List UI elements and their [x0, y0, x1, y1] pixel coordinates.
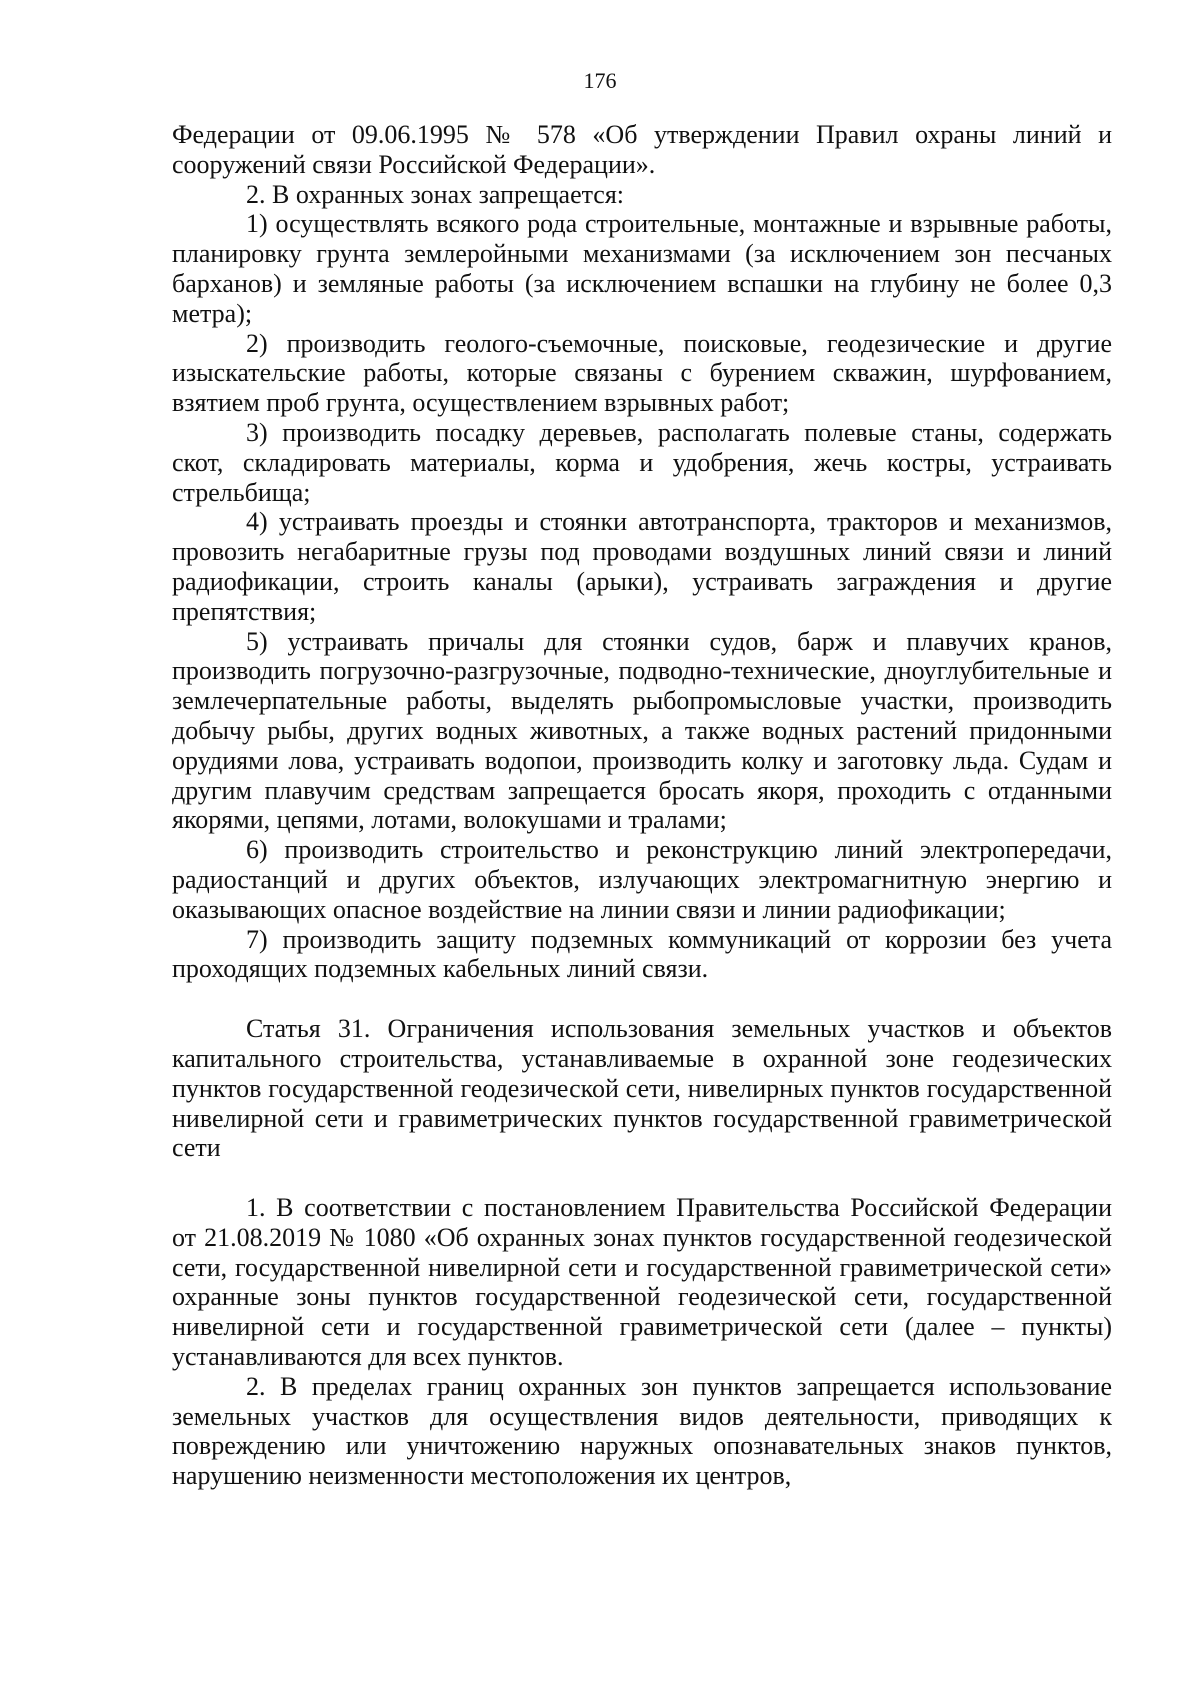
list-item-5: 5) устраивать причалы для стоянки судов, барж и плавучих кранов, производить погрузочно-разгрузочные, подводно-технические, дноуглубительные и землечерпательные работы, выделять рыбопромысловые участки, производить добычу рыбы, других водных животных, а также водных растений придонными орудиями лова, устраивать водопои, производить колку и заготовку льда. Судам и другим плавучим средствам запрещается бросать якоря, проходить с отданными якорями, цепями, лотами, волокушами и тралами;	[172, 626, 1112, 835]
list-item-4: 4) устраивать проезды и стоянки автотранспорта, тракторов и механизмов, провозить негабаритные грузы под проводами воздушных линий связи и линий радиофикации, строить каналы (арыки), устраивать заграждения и другие препятствия;	[172, 507, 1112, 626]
list-item-7: 7) производить защиту подземных коммуникаций от коррозии без учета проходящих подземных кабельных линий связи.	[172, 924, 1112, 984]
article-31-heading: Статья 31. Ограничения использования земельных участков и объектов капитального строительства, устанавливаемые в охранной зоне геодезических пунктов государственной геодезической сети, нивелирных пунктов государственной нивелирной сети и гравиметрических пунктов государственной гравиметрической сети	[172, 1014, 1112, 1163]
list-item-6: 6) производить строительство и реконструкцию линий электропередачи, радиостанций и других объектов, излучающих электромагнитную энергию и оказывающих опасное воздействие на линии связи и линии радиофикации;	[172, 835, 1112, 924]
document-body	[172, 120, 1112, 1491]
article-31-paragraph-2: 2. В пределах границ охранных зон пунктов запрещается использование земельных участков для осуществления видов деятельности, приводящих к повреждению или уничтожению наружных опознавательных знаков пунктов, нарушению неизменности местоположения их центров,	[172, 1371, 1112, 1491]
list-item-1: 1) осуществлять всякого рода строительные, монтажные и взрывные работы, планировку грунта землеройными механизмами (за исключением зон песчаных барханов) и земляные работы (за исключением вспашки на глубину не более 0,3 метра);	[172, 209, 1112, 328]
list-item-3: 3) производить посадку деревьев, располагать полевые станы, содержать скот, складировать материалы, корма и удобрения, жечь костры, устраивать стрельбища;	[172, 417, 1112, 507]
paragraph-item-2: 2. В охранных зонах запрещается:	[246, 179, 625, 209]
paragraph-continuation: Федерации от 09.06.1995 № 578 «Об утверждении Правил охраны линий и сооружений связи Российской Федерации».	[172, 120, 1112, 179]
list-item-2: 2) производить геолого-съемочные, поисковые, геодезические и другие изыскательские работы, которые связаны с бурением скважин, шурфованием, взятием проб грунта, осуществлением взрывных работ;	[172, 328, 1112, 418]
page-number: 176	[583, 68, 617, 93]
article-31-paragraph-1: 1. В соответствии с постановлением Правительства Российской Федерации от 21.08.2019 № 1080 «Об охранных зонах пунктов государственной геодезической сети, государственной нивелирной сети и государственной гравиметрической сети» охранные зоны пунктов государственной геодезической сети, государственной нивелирной сети и государственной гравиметрической сети (далее – пункты) устанавливаются для всех пунктов.	[172, 1193, 1112, 1372]
